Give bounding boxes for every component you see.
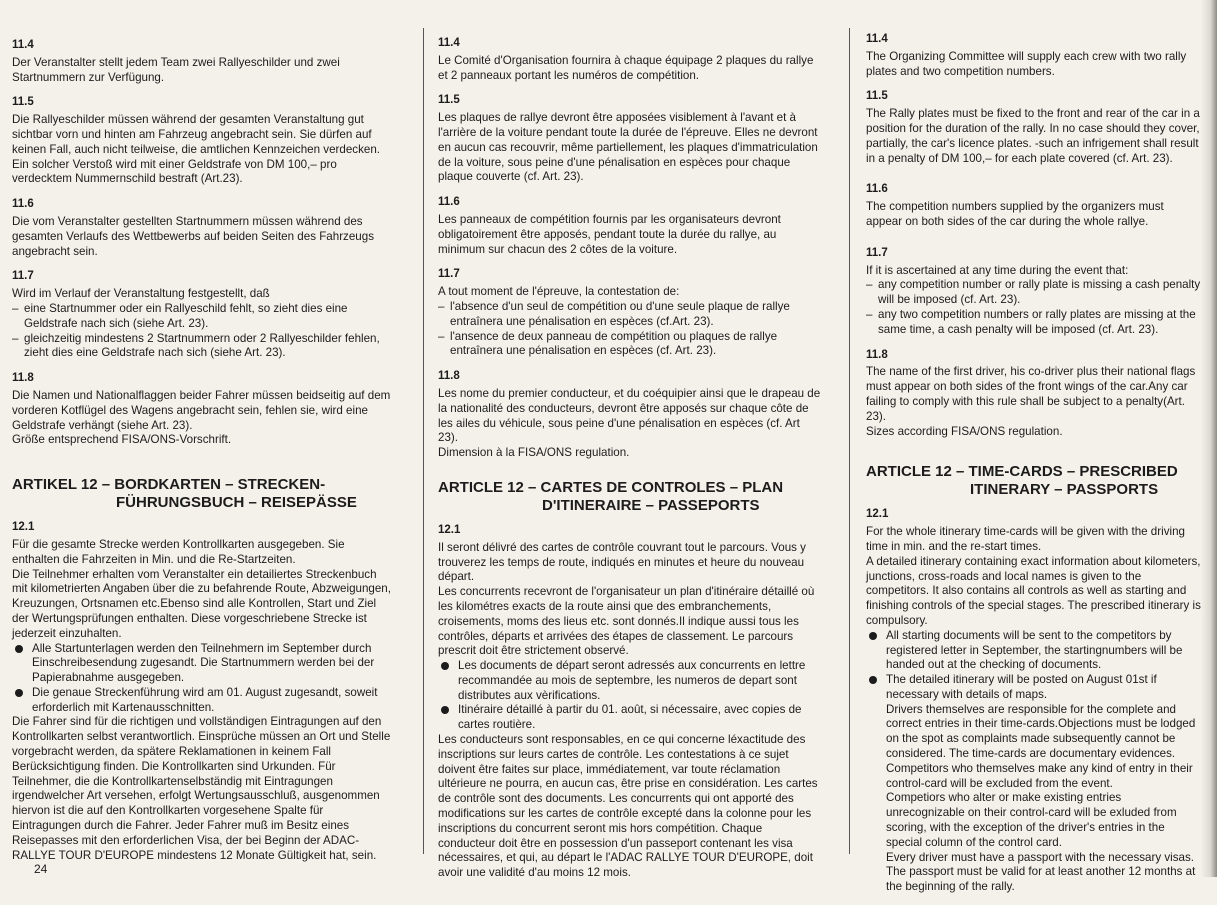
- list-item: [12, 686, 394, 716]
- section-intro: If it is ascertained at any time during the event that:: [866, 263, 1129, 277]
- section-number: 11.4: [12, 39, 34, 51]
- paragraph: For the whole itinerary time-cards will be given with the driving time in min. and the re-start times.: [866, 525, 1185, 553]
- section-12-1: [12, 520, 394, 863]
- french-column: [438, 36, 822, 891]
- section-number: 11.6: [438, 196, 460, 209]
- section-text-2: Dimension à la FISA/ONS regulation.: [438, 446, 630, 460]
- section-number: 11.5: [866, 90, 888, 103]
- section-intro: A tout moment de l'épreuve, la contestation de:: [438, 285, 680, 299]
- paragraph: Die Teilnehmer erhalten vom Veranstalter ein detailiertes Streckenbuch mit kilometrierten Angaben über die zu befahrende Route, Abzweigungen, Kreuzungen, Ortsnamen etc.Ebenso sind alle Kontrollen, Start und Ziel der Wertungsprüfungen enthalten. Diese vorgeschriebene Strecke ist jederzeit einzuhalten.: [12, 567, 391, 640]
- heading-line-1: ARTICLE 12 – TIME-CARDS – PRESCRIBED: [866, 463, 1178, 481]
- section-number: 11.4: [438, 37, 460, 49]
- heading-line-1: ARTICLE 12 – CARTES DE CONTROLES – PLAN: [438, 478, 784, 496]
- section-11-6: [12, 197, 394, 259]
- section-number: 11.5: [438, 94, 460, 107]
- article-12-heading: [866, 463, 1202, 499]
- paragraph: A detailed itinerary containing exact information about kilometers, junctions, cross-roads and local names is given to the competitors. It also contains all controls as well as starting and finishing controls of the special stages. The prescribed itinerary is compulsory.: [866, 554, 1201, 627]
- list-item-text: any two competition numbers or rally plates are missing at the same time, a cash penalty will be imposed (cf. Art. 23).: [878, 307, 1196, 336]
- dash-marker: –: [12, 301, 19, 315]
- section-number: 11.7: [12, 270, 34, 283]
- section-text: Der Veranstalter stellt jedem Team zwei Rallyeschilder und zwei Startnummern zur Verfügung.: [12, 55, 340, 84]
- heading-line-2: ITINERARY – PASSPORTS: [970, 481, 1159, 499]
- section-intro: Wird im Verlauf der Veranstaltung festgestellt, daß: [12, 287, 270, 301]
- bullet-dot: [15, 645, 23, 653]
- list-item-text: Die genaue Streckenführung wird am 01. August zugesandt, soweit erforderlich mit Kartenausschnitten.: [32, 685, 378, 714]
- section-number: 11.5: [12, 96, 34, 109]
- bullet-list: [12, 642, 394, 716]
- section-number: 11.7: [438, 268, 460, 281]
- section-text: The competition numbers supplied by the organizers must appear on both sides of the car during the whole rallye.: [866, 200, 1164, 228]
- paragraph: Für die gesamte Strecke werden Kontrollkarten ausgegeben. Sie enthalten die Fahrzeiten in Min. und die Re-Startzeiten.: [12, 537, 345, 566]
- list-item: [438, 659, 822, 703]
- paragraph: Drivers themselves are responsible for the complete and correct entries in their time-cards.Objections must be lodged on the spot as complaints made subsequently cannot be considered. The time-cards are documentary evidences. Competitors who themselves make any kind of entry in their control-card will be excluded from the event.: [886, 702, 1196, 790]
- article-12-heading: [438, 479, 822, 515]
- list-item-text: eine Startnummer oder ein Rallyeschild fehlt, so zieht dies eine Geldstrafe nach sich (siehe Art. 23).: [24, 301, 348, 330]
- section-number: 12.1: [438, 523, 461, 536]
- page-edge-shadow: [1201, 0, 1217, 877]
- bullet-list: [866, 629, 1202, 703]
- bullet-dot: [441, 706, 449, 714]
- paragraph: Les concurrents recevront de l'organisateur un plan d'itinéraire détaillé où les kilométres exacts de la route ainsi que des embranchements, croisements, moms des lieus etc. sont donnés.Il indique aussi tous les contrôles, départs et arrivées des étapes de classement. Le parcours prescrit doit être strictement observé.: [438, 585, 815, 658]
- section-text: The Rally plates must be fixed to the front and rear of the car in a position for the duration of the rally. In no case should they cover, partially, the car's licence plates. -such an infrigement shall result in a penalty of DM 100,– for each plate covered (cf. Art. 23).: [866, 107, 1200, 165]
- section-11-5: [866, 89, 1202, 166]
- bullet-dot: [15, 689, 23, 697]
- list-item-text: Les documents de départ seront adressés aux concurrents en lettre recommandée au mois de septembre, les numeros de depart sont distributes aux vèrifications.: [458, 659, 806, 702]
- section-text: Die Namen und Nationalflaggen beider Fahrer müssen beidseitig auf dem vorderen Kotflügel des Wagens angebracht sein, fehlen sie, wird eine Geldstrafe verhängt (siehe Art. 23).: [12, 388, 391, 432]
- section-text: Le Comité d'Organisation fournira à chaque équipage 2 plaques du rallye et 2 panneaux portant les numéros de compétition.: [438, 53, 814, 82]
- section-number: 11.8: [438, 370, 460, 383]
- paragraph: Competiors who alter or make existing entries unrecognizable on their control-card will be exluded from scoring, with the exception of the driver's entries in the special column of the control card.: [886, 791, 1177, 849]
- list-item: [12, 642, 394, 686]
- section-11-8: [12, 371, 394, 448]
- dash-marker: –: [866, 307, 873, 321]
- section-text-2: Größe entsprechend FISA/ONS-Vorschrift.: [12, 433, 232, 447]
- section-11-4: [438, 36, 822, 83]
- list-item-text: l'ansence de deux panneau de compétition ou plaques de rallye entraînera une pénalisation en espèces (cf. Art. 23).: [450, 329, 778, 358]
- section-11-7: [12, 269, 394, 361]
- bullet-dot: [441, 662, 449, 670]
- section-11-5: [12, 95, 394, 187]
- section-text: The Organizing Committee will supply each crew with two rally plates and two competition numbers.: [866, 49, 1187, 78]
- section-12-1: [438, 523, 822, 881]
- dash-marker: –: [12, 331, 19, 345]
- section-11-8: [438, 369, 822, 461]
- section-11-7: [866, 246, 1202, 338]
- list-item-text: gleichzeitig mindestens 2 Startnummern oder 2 Rallyeschilder fehlen, zieht dies eine Geldstrafe nach sich (siehe Art. 23).: [24, 331, 380, 360]
- section-number: 11.6: [12, 198, 34, 211]
- list-item-text: any competition number or rally plate is missing a cash penalty will be imposed (cf. Art. 23).: [878, 278, 1201, 307]
- section-text: The name of the first driver, his co-driver plus their national flags must appear on both sides of the front wings of the car.Any car failing to comply with this rule shall be subject to a penalty(Art. 23).: [866, 365, 1196, 423]
- section-number: 11.6: [866, 183, 888, 196]
- list-item: [866, 673, 1202, 703]
- list-item: [12, 332, 394, 362]
- section-text: Les plaques de rallye devront être apposées visiblement à l'avant et à l'arrière de la voiture pendant toute la durée de l'épreuve. Elles ne devront en aucun cas recouvrir, même partiellement, les plaques d'immatriculation de la voiture, sous peine d'une pénalisation en espèces pour chaque plaque couverte (cf. Art. 23).: [438, 111, 818, 184]
- list-item: [866, 278, 1202, 308]
- section-number: 11.8: [866, 348, 888, 361]
- dash-marker: –: [438, 329, 445, 343]
- section-text: Die vom Veranstalter gestellten Startnummern müssen während des gesamten Verlaufs des Wettbewerbs auf beiden Seiten des Fahrzeugs angebracht sein.: [12, 214, 374, 258]
- section-text: Les nome du premier conducteur, et du coéquipier ainsi que le drapeau de la nationalité des conducteurs, devront être apposés sur chaque côte de les ailes du véhicule, sous peine d'une pénalisation en espèces (cf. Art 23).: [438, 386, 821, 445]
- dash-list: [12, 302, 394, 361]
- section-text: Les panneaux de compétition fournis par les organisateurs devront obligatoirement être apposés, pendant toute la durée du rallye, au minimum sur chacun des 2 côtes de la voiture.: [438, 212, 781, 256]
- section-11-4: [866, 32, 1202, 79]
- list-item-text: l'absence d'un seul de compétition ou d'une seule plaque de rallye entraînera une pénalisation en espèces (cf.Art. 23).: [450, 299, 790, 328]
- german-column: [12, 38, 394, 873]
- section-11-6: [438, 195, 822, 257]
- paragraph: Il seront délivré des cartes de contrôle couvrant tout le parcours. Vous y trouverez les temps de route, indiqués en minutes et heure du nouveau départ.: [438, 540, 806, 584]
- heading-line-2: D'ITINERAIRE – PASSEPORTS: [542, 496, 760, 514]
- english-column: [866, 32, 1202, 905]
- dash-list: [438, 300, 822, 359]
- section-12-1: [866, 507, 1202, 895]
- paragraph: Die Fahrer sind für die richtigen und vollständigen Eintragungen auf den Kontrollkarten selbst verantwortlich. Einsprüche müssen an Ort und Stelle vorgebracht werden, da spätere Reklamationen in keinem Fall Berücksichtigung finden. Die Kontrollkarten sind Urkunden. Für Teilnehmer, die die Kontrollkartenselbständig mit Eintragungen irgendwelcher Art versehen, erfolgt Wertungsausschluß, ausgenommen hiervon ist die auf den Kontrollkarten vorgesehene Spalte für Eintragungen durch die Fahrer. Jeder Fahrer muß im Besitz eines Reisepasses mit den erforderlichen Visa, der bei Beginn der ADAC-RALLYE TOUR D'EUROPE mindestens 12 Monate Gültigkeit hat, sein.: [12, 715, 391, 862]
- section-11-4: [12, 38, 394, 85]
- list-item-text: All starting documents will be sent to the competitors by registered letter in September, the startingnumbers will be handed out at the checking of documents.: [886, 628, 1183, 672]
- section-number: 11.4: [866, 33, 888, 45]
- section-11-7: [438, 267, 822, 359]
- list-item: [438, 300, 822, 330]
- dash-marker: –: [438, 299, 445, 313]
- heading-line-2: FÜHRUNGSBUCH – REISEPÄSSE: [116, 494, 357, 512]
- list-item: [866, 308, 1202, 338]
- bullet-dot: [869, 676, 877, 684]
- section-number: 11.7: [866, 246, 888, 259]
- section-11-6: [866, 182, 1202, 229]
- dash-marker: –: [866, 278, 873, 292]
- column-divider-left: [423, 28, 424, 854]
- list-item: [12, 302, 394, 332]
- article-12-heading: [12, 476, 394, 512]
- list-item: [866, 629, 1202, 673]
- bullet-list: [438, 659, 822, 733]
- column-divider-right: [849, 28, 850, 854]
- list-item-text: Itinéraire détaillé à partir du 01. août, si nécessaire, avec copies de cartes routière.: [458, 703, 802, 732]
- page-number: 24: [34, 862, 48, 876]
- section-11-8: [866, 348, 1202, 440]
- dash-list: [866, 278, 1202, 337]
- bullet-dot: [869, 632, 877, 640]
- section-text: Die Rallyeschilder müssen während der gesamten Veranstaltung gut sichtbar vorn und hinten am Fahrzeug angebracht sein. Sie dürfen auf keinen Fall, auch nicht teilweise, die amtlichen Kennzeichen verdecken. Ein solcher Verstoß wird mit einer Geldstrafe von DM 100,– pro verdecktem Nummernschild bestraft (Art.23).: [12, 113, 380, 186]
- section-text-2: Sizes according FISA/ONS regulation.: [866, 424, 1063, 438]
- list-item: [438, 330, 822, 360]
- section-number: 12.1: [866, 508, 889, 521]
- heading-line-1: ARTIKEL 12 – BORDKARTEN – STRECKEN-: [12, 476, 326, 494]
- list-item-text: The detailed itinerary will be posted on August 01st if necessary with details of maps.: [886, 673, 1157, 701]
- section-11-5: [438, 93, 822, 185]
- paragraph: Every driver must have a passport with the necessary visas. The passport must be valid for at least another 12 months at the beginning of the rally.: [886, 850, 1196, 894]
- list-item: [438, 703, 822, 733]
- paragraph: Les conducteurs sont responsables, en ce qui concerne léxactitude des inscriptions sur leurs cartes de contrôle. Les contestations à ce sujet doivent être faites sur place, immédiatement, var toute réclamation ultérieure ne pourra, en aucun cas, être prise en considération. Les cartes de contrôle sont des documents. Les concurrents qui ont apporté des modifications sur les cartes de contrôle excepté dans la colonne pour les inscriptions du concurrent seront mis hors compétition. Chaque conducteur doit être en possession d'un passeport contenant les visa nécessaires, et qui, au départ le l'ADAC RALLYE TOUR D'EUROPE, doit avoir une validité d'au moins 12 mois.: [438, 733, 818, 880]
- section-number: 11.8: [12, 372, 34, 385]
- list-item-text: Alle Startunterlagen werden den Teilnehmern im September durch Einschreibesendung zugesandt. Die Startnummern werden bei der Papierabnahme ausgegeben.: [32, 641, 375, 685]
- section-number: 12.1: [12, 521, 35, 534]
